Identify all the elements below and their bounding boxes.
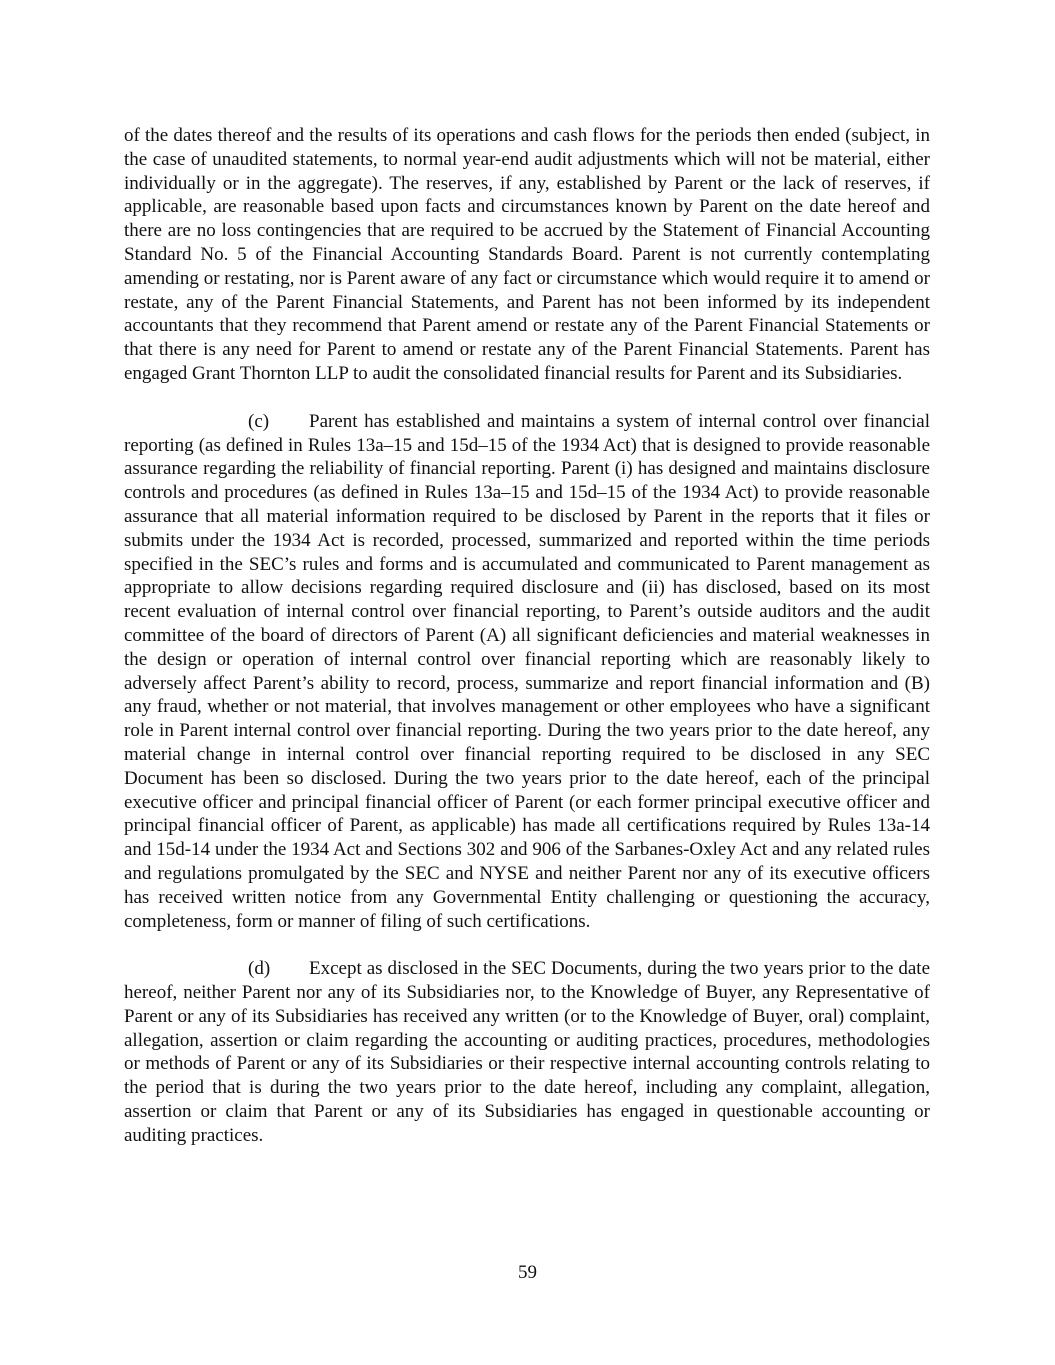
paragraph-marker: (d) bbox=[248, 958, 271, 980]
page-number: 59 bbox=[518, 1262, 537, 1283]
paragraph-marker: (c) bbox=[248, 410, 270, 432]
paragraph-text: of the dates thereof and the results of its operations and cash flows for the periods then ended (subject, in the case of unaudited statements, to normal year-end audit adjustments which will not be material, either individually or in the aggregate). The reserves, if any, established by Parent or the lack of reserves, if applicable, are reasonable based upon facts and circumstances known by Parent on the date hereof and there are no loss contingencies that are required to be accrued by the Statement of Financial Accounting Standard No. 5 of the Financial Accounting Standards Board. Parent is not currently contemplating amending or restating, nor is Parent aware of any fact or circumstance which would require it to amend or restate, any of the Parent Financial Statements, and Parent has not been informed by its independent accountants that they recommend that Parent amend or restate any of the Parent Financial Statements or that there is any need for Parent to amend or restate any of the Parent Financial Statements. Parent has engaged Grant Thornton LLP to audit the consolidated financial results for Parent and its Subsidiaries. bbox=[124, 125, 930, 384]
paragraph-d bbox=[124, 957, 930, 1147]
paragraph-text: Except as disclosed in the SEC Documents, during the two years prior to the date hereof, neither Parent nor any of its Subsidiaries nor, to the Knowledge of Buyer, any Representative of Parent or any of its Subsidiaries has received any written (or to the Knowledge of Buyer, oral) complaint, allegation, assertion or claim regarding the accounting or auditing practices, procedures, methodologies or methods of Parent or any of its Subsidiaries or their respective internal accounting controls relating to the period that is during the two years prior to the date hereof, including any complaint, allegation, assertion or claim that Parent or any of its Subsidiaries has engaged in questionable accounting or auditing practices. bbox=[124, 958, 930, 1146]
paragraph-c bbox=[124, 410, 930, 934]
document-page bbox=[124, 124, 930, 1172]
paragraph-text: Parent has established and maintains a system of internal control over financial reporting (as defined in Rules 13a–15 and 15d–15 of the 1934 Act) that is designed to provide reasonable assurance regarding the reliability of financial reporting. Parent (i) has designed and maintains disclosure controls and procedures (as defined in Rules 13a–15 and 15d–15 of the 1934 Act) to provide reasonable assurance that all material information required to be disclosed by Parent in the reports that it files or submits under the 1934 Act is recorded, processed, summarized and reported within the time periods specified in the SEC’s rules and forms and is accumulated and communicated to Parent management as appropriate to allow decisions regarding required disclosure and (ii) has disclosed, based on its most recent evaluation of internal control over financial reporting, to Parent’s outside auditors and the audit committee of the board of directors of Parent (A) all significant deficiencies and material weaknesses in the design or operation of internal control over financial reporting which are reasonably likely to adversely affect Parent’s ability to record, process, summarize and report financial information and (B) any fraud, whether or not material, that involves management or other employees who have a significant role in Parent internal control over financial reporting. During the two years prior to the date hereof, any material change in internal control over financial reporting required to be disclosed in any SEC Document has been so disclosed. During the two years prior to the date hereof, each of the principal executive officer and principal financial officer of Parent (or each former principal executive officer and principal financial officer of Parent, as applicable) has made all certifications required by Rules 13a-14 and 15d-14 under the 1934 Act and Sections 302 and 906 of the Sarbanes-Oxley Act and any related rules and regulations promulgated by the SEC and NYSE and neither Parent nor any of its executive officers has received written notice from any Governmental Entity challenging or questioning the accuracy, completeness, form or manner of filing of such certifications. bbox=[124, 410, 930, 932]
paragraph-continuation bbox=[124, 124, 930, 386]
